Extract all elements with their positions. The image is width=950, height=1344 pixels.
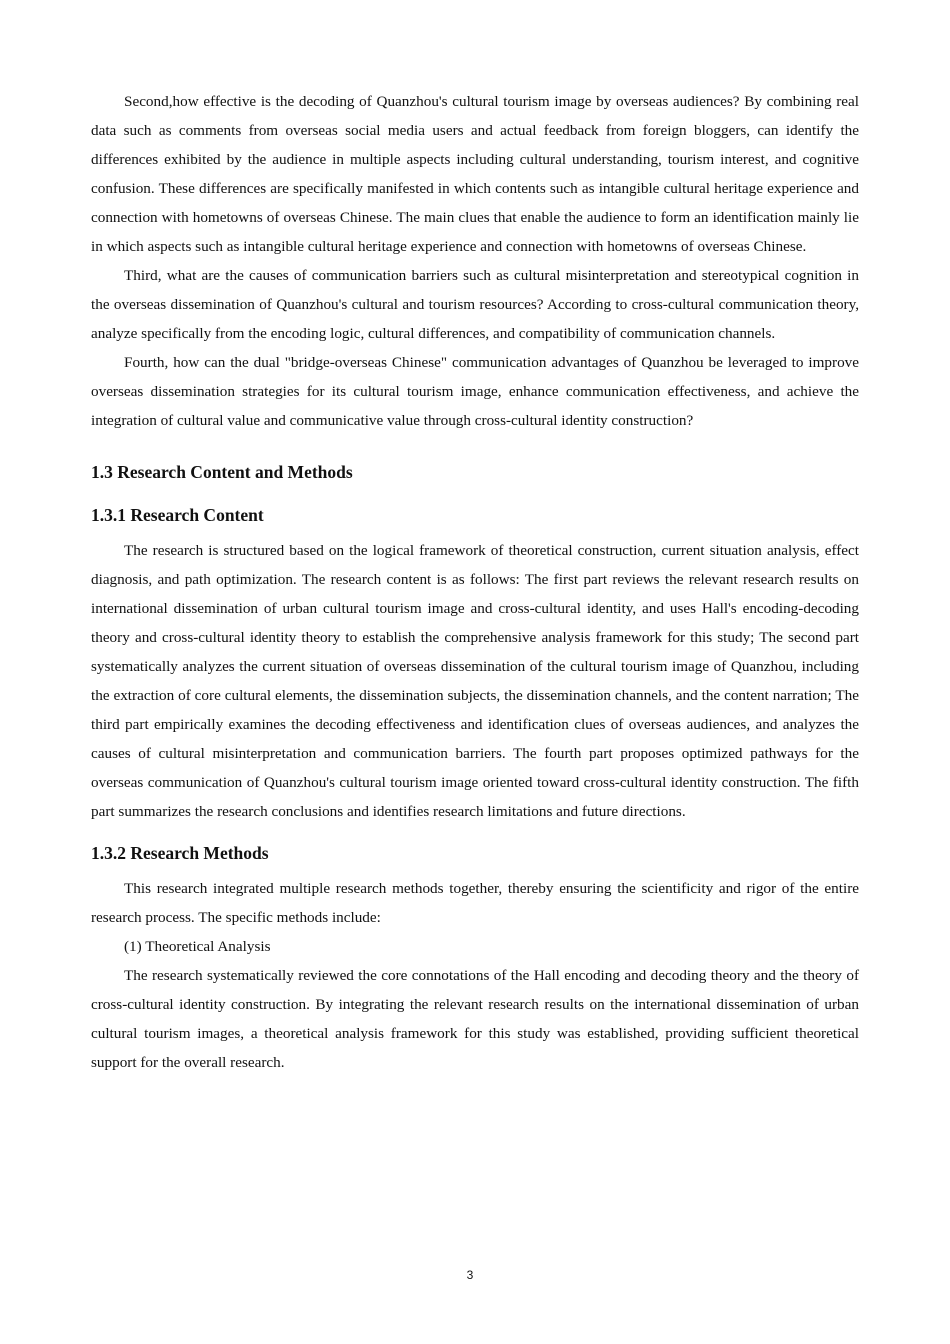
subsection-heading: 1.3.1 Research Content (91, 505, 264, 525)
list-item-label: (1) Theoretical Analysis (124, 938, 271, 955)
body-paragraph: This research integrated multiple research methods together, thereby ensuring the scientificity and rigor of the entire research process. The specific methods include: (91, 880, 859, 926)
body-paragraph: Fourth, how can the dual "bridge-overseas Chinese" communication advantages of Quanzhou be leveraged to improve overseas dissemination strategies for its cultural tourism image, enhance communication effectiveness, and achieve the integration of cultural value and communicative value through cross-cultural identity construction? (91, 354, 859, 429)
document-page (91, 87, 859, 1077)
subsection-heading: 1.3.2 Research Methods (91, 843, 269, 863)
section-heading: 1.3 Research Content and Methods (91, 462, 353, 482)
body-paragraph: The research systematically reviewed the core connotations of the Hall encoding and decoding theory and the theory of cross-cultural identity construction. By integrating the relevant research results on the international dissemination of urban cultural tourism images, a theoretical analysis framework for this study was established, providing sufficient theoretical support for the overall research. (91, 967, 859, 1071)
body-paragraph: Third, what are the causes of communication barriers such as cultural misinterpretation and stereotypical cognition in the overseas dissemination of Quanzhou's cultural and tourism resources? According to cross-cultural communication theory, analyze specifically from the encoding logic, cultural differences, and compatibility of communication channels. (91, 267, 859, 342)
body-paragraph: The research is structured based on the logical framework of theoretical construction, current situation analysis, effect diagnosis, and path optimization. The research content is as follows: The first part reviews the relevant research results on international dissemination of urban cultural tourism image and cross-cultural identity, and uses Hall's encoding-decoding theory and cross-cultural identity theory to establish the comprehensive analysis framework for this study; The second part systematically analyzes the current situation of overseas dissemination of the cultural tourism image of Quanzhou, including the extraction of core cultural elements, the dissemination subjects, the dissemination channels, and the content narration; The third part empirically examines the decoding effectiveness and identification clues of overseas audiences, and analyzes the causes of cultural misinterpretation and communication barriers. The fourth part proposes optimized pathways for the overseas communication of Quanzhou's cultural tourism image oriented toward cross-cultural identity construction. The fifth part summarizes the research conclusions and identifies research limitations and future directions. (91, 542, 859, 820)
body-paragraph: Second,how effective is the decoding of Quanzhou's cultural tourism image by overseas audiences? By combining real data such as comments from overseas social media users and actual feedback from foreign bloggers, can identify the differences exhibited by the audience in multiple aspects including cultural understanding, tourism interest, and cognitive confusion. These differences are specifically manifested in which contents such as intangible cultural heritage experience and connection with hometowns of overseas Chinese. The main clues that enable the audience to form an identification mainly lie in which aspects such as intangible cultural heritage experience and connection with hometowns of overseas Chinese. (91, 93, 859, 255)
page-number: 3 (466, 1268, 474, 1282)
